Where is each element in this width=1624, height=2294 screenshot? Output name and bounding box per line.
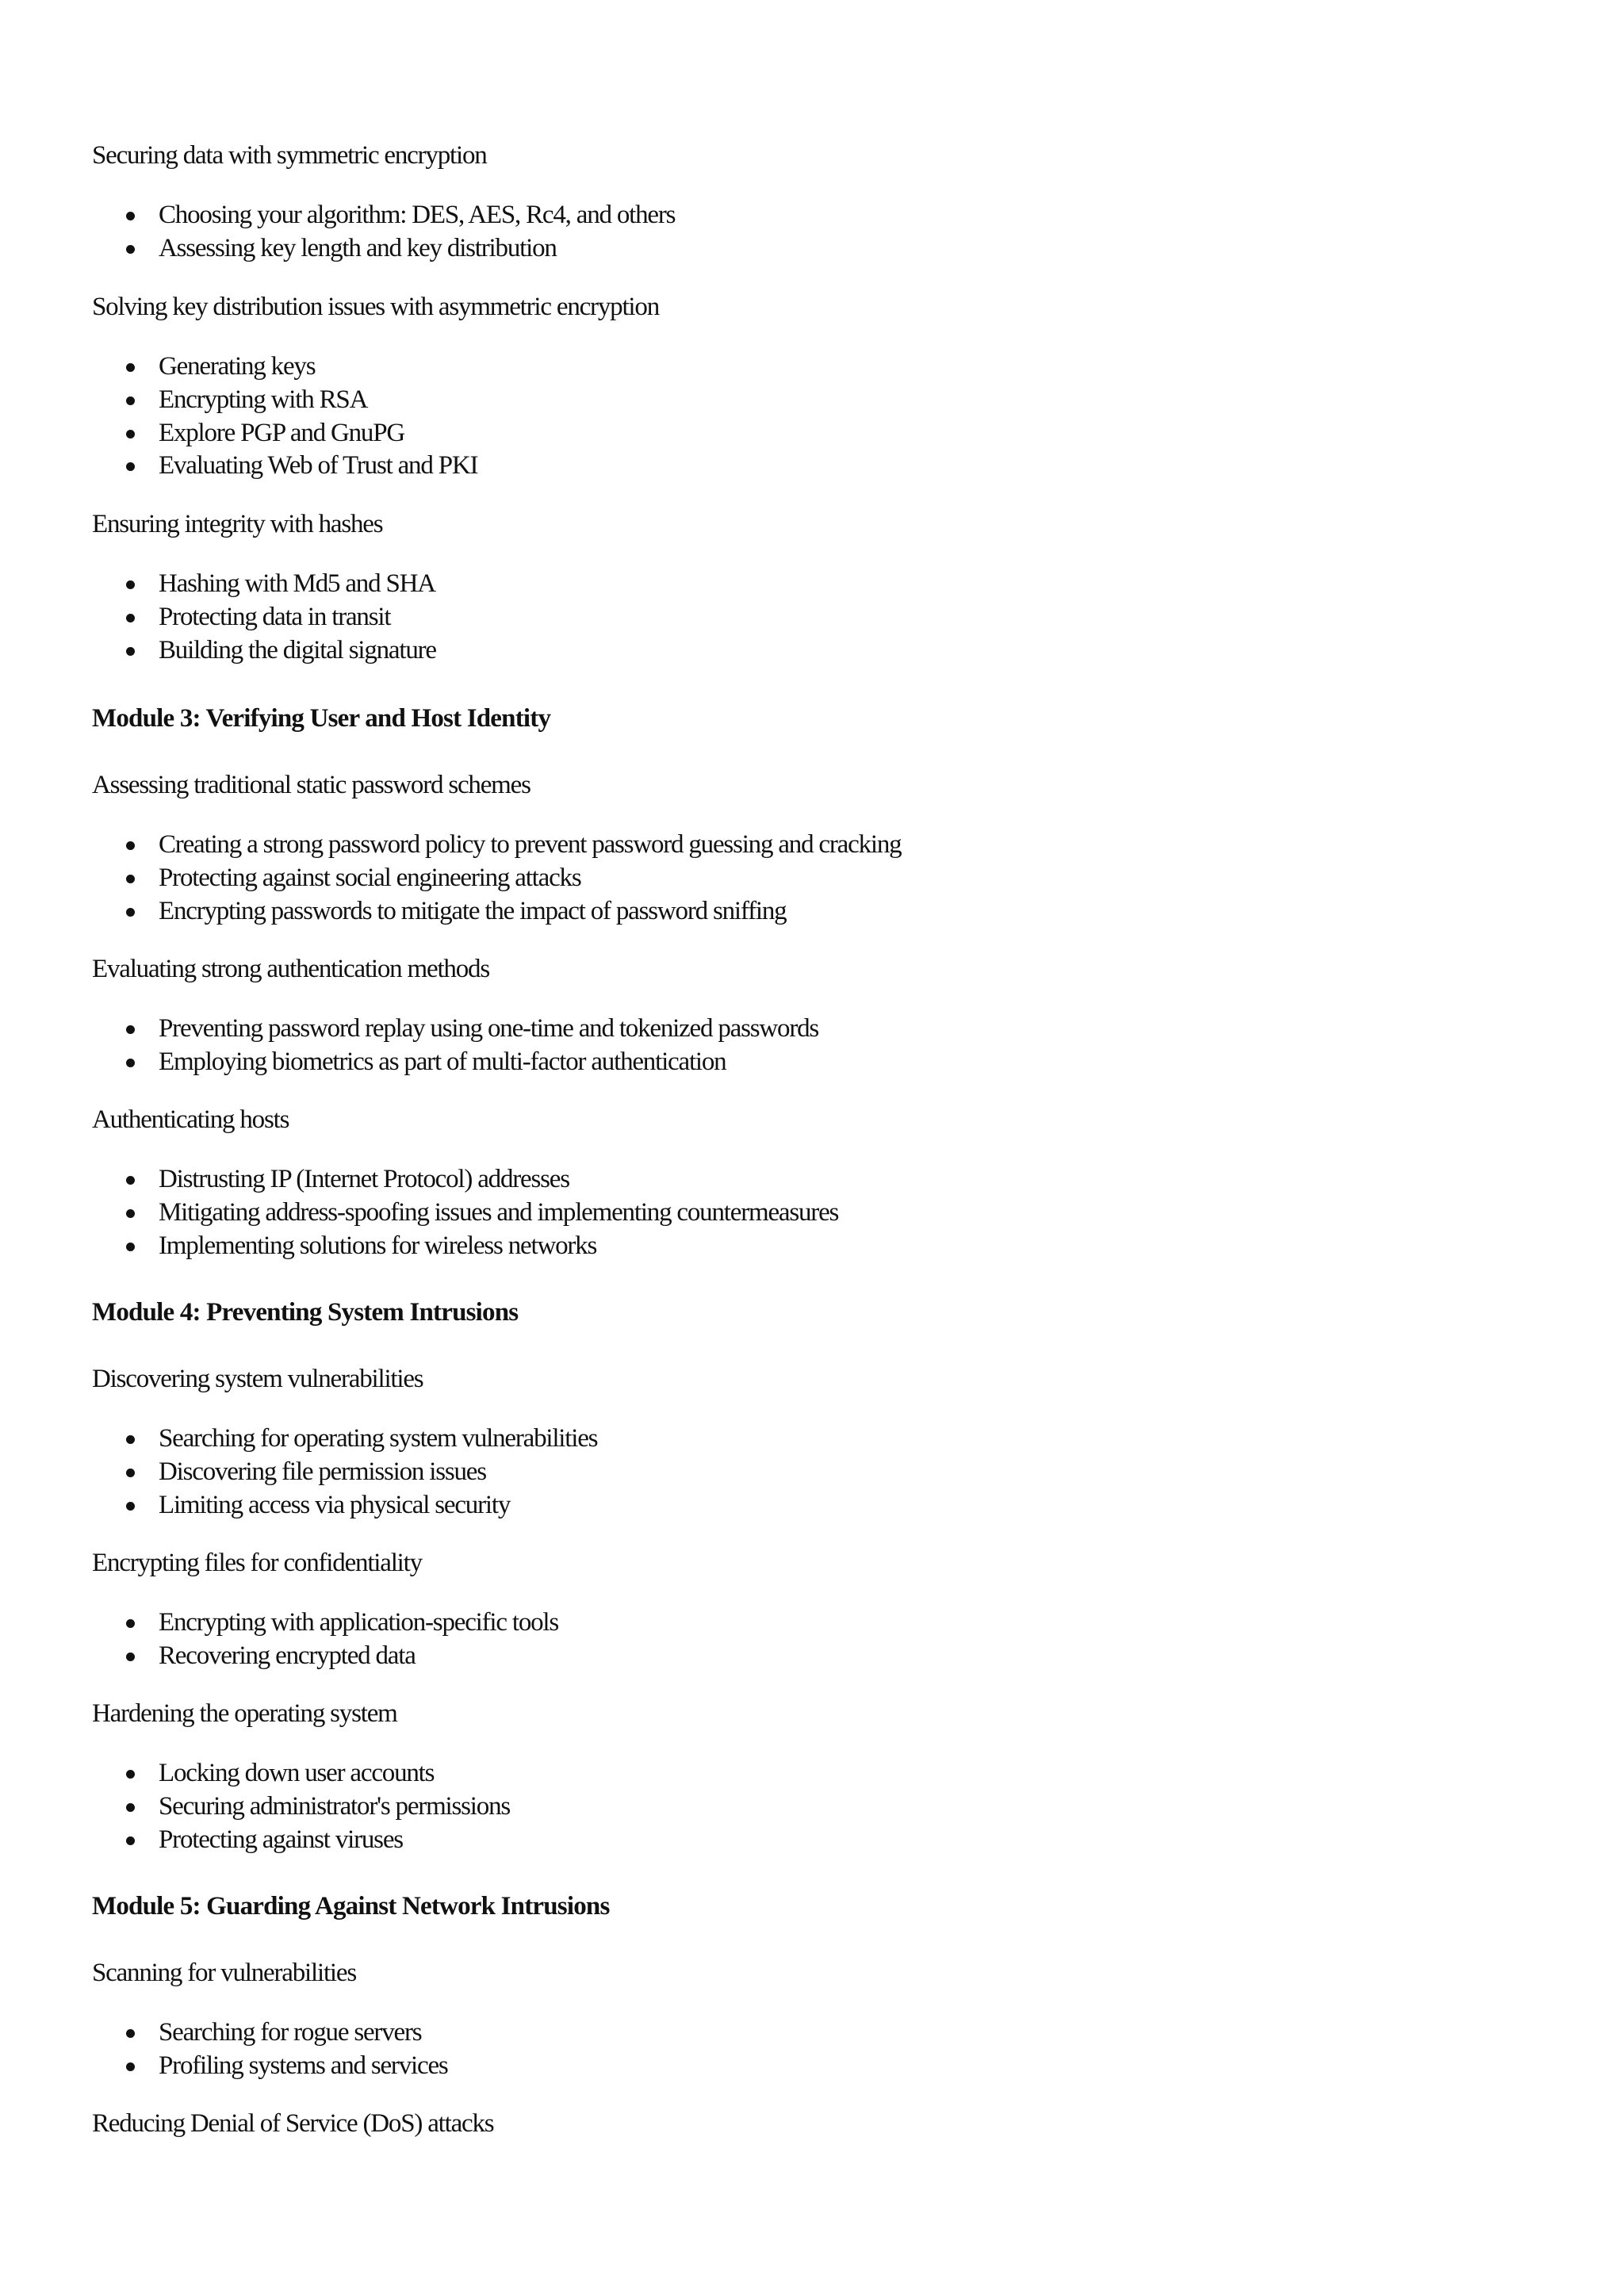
section-heading: Ensuring integrity with hashes <box>92 510 383 538</box>
bullet-icon <box>126 1770 135 1779</box>
section-heading: Scanning for vulnerabilities <box>92 1959 356 1987</box>
section-heading: Reducing Denial of Service (DoS) attacks <box>92 2109 494 2138</box>
list-item: Employing biometrics as part of multi-factor authentication <box>92 1046 818 1079</box>
module-5-heading <box>92 1890 610 1922</box>
bullet-icon <box>126 1803 135 1812</box>
section-integrity-hashes <box>92 508 382 540</box>
list-item: Protecting against social engineering attacks <box>92 862 901 895</box>
bullet-icon <box>126 1435 135 1444</box>
bullet-icon <box>126 1209 135 1218</box>
bullet-icon <box>126 1836 135 1845</box>
bullet-icon <box>126 1653 135 1661</box>
list-item: Securing administrator's permissions <box>92 1790 510 1824</box>
section-heading: Discovering system vulnerabilities <box>92 1365 423 1393</box>
bullet-list <box>92 829 901 928</box>
section-heading: Solving key distribution issues with asymmetric encryption <box>92 293 659 321</box>
section-heading: Encrypting files for confidentiality <box>92 1549 422 1577</box>
list-item: Encrypting with RSA <box>92 384 477 417</box>
bullet-list <box>92 2016 448 2083</box>
list-item: Protecting data in transit <box>92 601 436 634</box>
bullet-icon <box>126 580 135 589</box>
bullet-icon <box>126 647 135 656</box>
section-heading: Evaluating strong authentication methods <box>92 955 489 983</box>
list-item: Explore PGP and GnuPG <box>92 417 477 450</box>
section-heading: Hardening the operating system <box>92 1699 397 1728</box>
list-item: Searching for rogue servers <box>92 2016 448 2050</box>
section-heading: Authenticating hosts <box>92 1105 289 1134</box>
bullet-icon <box>126 908 135 917</box>
bullet-list <box>92 1013 818 1079</box>
section-authenticating-hosts <box>92 1104 289 1136</box>
bullet-list <box>92 1607 558 1673</box>
bullet-list <box>92 350 477 483</box>
bullet-icon <box>126 2062 135 2071</box>
bullet-icon <box>126 875 135 883</box>
section-heading: Assessing traditional static password schemes <box>92 771 530 799</box>
list-item: Encrypting with application-specific tools <box>92 1607 558 1640</box>
bullet-list <box>92 1163 838 1262</box>
bullet-list <box>92 568 436 667</box>
module-3-heading <box>92 703 550 734</box>
bullet-icon <box>126 1469 135 1477</box>
list-item: Encrypting passwords to mitigate the impact of password sniffing <box>92 895 901 929</box>
bullet-icon <box>126 1059 135 1067</box>
section-encrypting-files <box>92 1547 422 1579</box>
bullet-icon <box>126 212 135 220</box>
list-item: Building the digital signature <box>92 634 436 668</box>
section-symmetric-encryption <box>92 140 487 171</box>
section-system-vulnerabilities <box>92 1363 423 1395</box>
bullet-list <box>92 1423 597 1522</box>
list-item: Locking down user accounts <box>92 1757 510 1790</box>
bullet-icon <box>126 462 135 471</box>
list-item: Preventing password replay using one-time and tokenized passwords <box>92 1013 818 1046</box>
bullet-icon <box>126 614 135 622</box>
bullet-icon <box>126 363 135 372</box>
module-heading: Module 3: Verifying User and Host Identity <box>92 704 551 733</box>
list-item: Implementing solutions for wireless networks <box>92 1230 838 1263</box>
list-item: Profiling systems and services <box>92 2050 448 2083</box>
module-heading: Module 5: Guarding Against Network Intrusions <box>92 1892 610 1921</box>
list-item: Hashing with Md5 and SHA <box>92 568 436 601</box>
bullet-list <box>92 199 675 266</box>
list-item: Discovering file permission issues <box>92 1456 597 1489</box>
section-strong-authentication <box>92 953 489 985</box>
bullet-icon <box>126 841 135 850</box>
bullet-icon <box>126 1025 135 1034</box>
bullet-list <box>92 1757 510 1856</box>
list-item: Protecting against viruses <box>92 1824 510 1857</box>
list-item: Searching for operating system vulnerabilities <box>92 1423 597 1456</box>
list-item: Mitigating address-spoofing issues and implementing countermeasures <box>92 1197 838 1230</box>
bullet-icon <box>126 396 135 405</box>
section-static-passwords <box>92 769 530 801</box>
list-item: Generating keys <box>92 350 477 384</box>
list-item: Choosing your algorithm: DES, AES, Rc4, and others <box>92 199 675 232</box>
bullet-icon <box>126 1619 135 1628</box>
module-heading: Module 4: Preventing System Intrusions <box>92 1298 519 1327</box>
bullet-icon <box>126 245 135 254</box>
list-item: Creating a strong password policy to prevent password guessing and cracking <box>92 829 901 862</box>
list-item: Limiting access via physical security <box>92 1489 597 1522</box>
list-item: Evaluating Web of Trust and PKI <box>92 450 477 483</box>
bullet-icon <box>126 1176 135 1185</box>
section-heading: Securing data with symmetric encryption <box>92 141 487 170</box>
module-4-heading <box>92 1296 518 1328</box>
bullet-icon <box>126 1243 135 1251</box>
section-asymmetric-encryption <box>92 291 659 323</box>
bullet-icon <box>126 2029 135 2038</box>
list-item: Distrusting IP (Internet Protocol) addresses <box>92 1163 838 1197</box>
list-item: Recovering encrypted data <box>92 1640 558 1673</box>
bullet-icon <box>126 1502 135 1511</box>
section-reducing-dos <box>92 2108 493 2139</box>
section-scanning-vulnerabilities <box>92 1957 356 1989</box>
list-item: Assessing key length and key distribution <box>92 232 675 266</box>
section-hardening-os <box>92 1698 397 1729</box>
bullet-icon <box>126 430 135 439</box>
